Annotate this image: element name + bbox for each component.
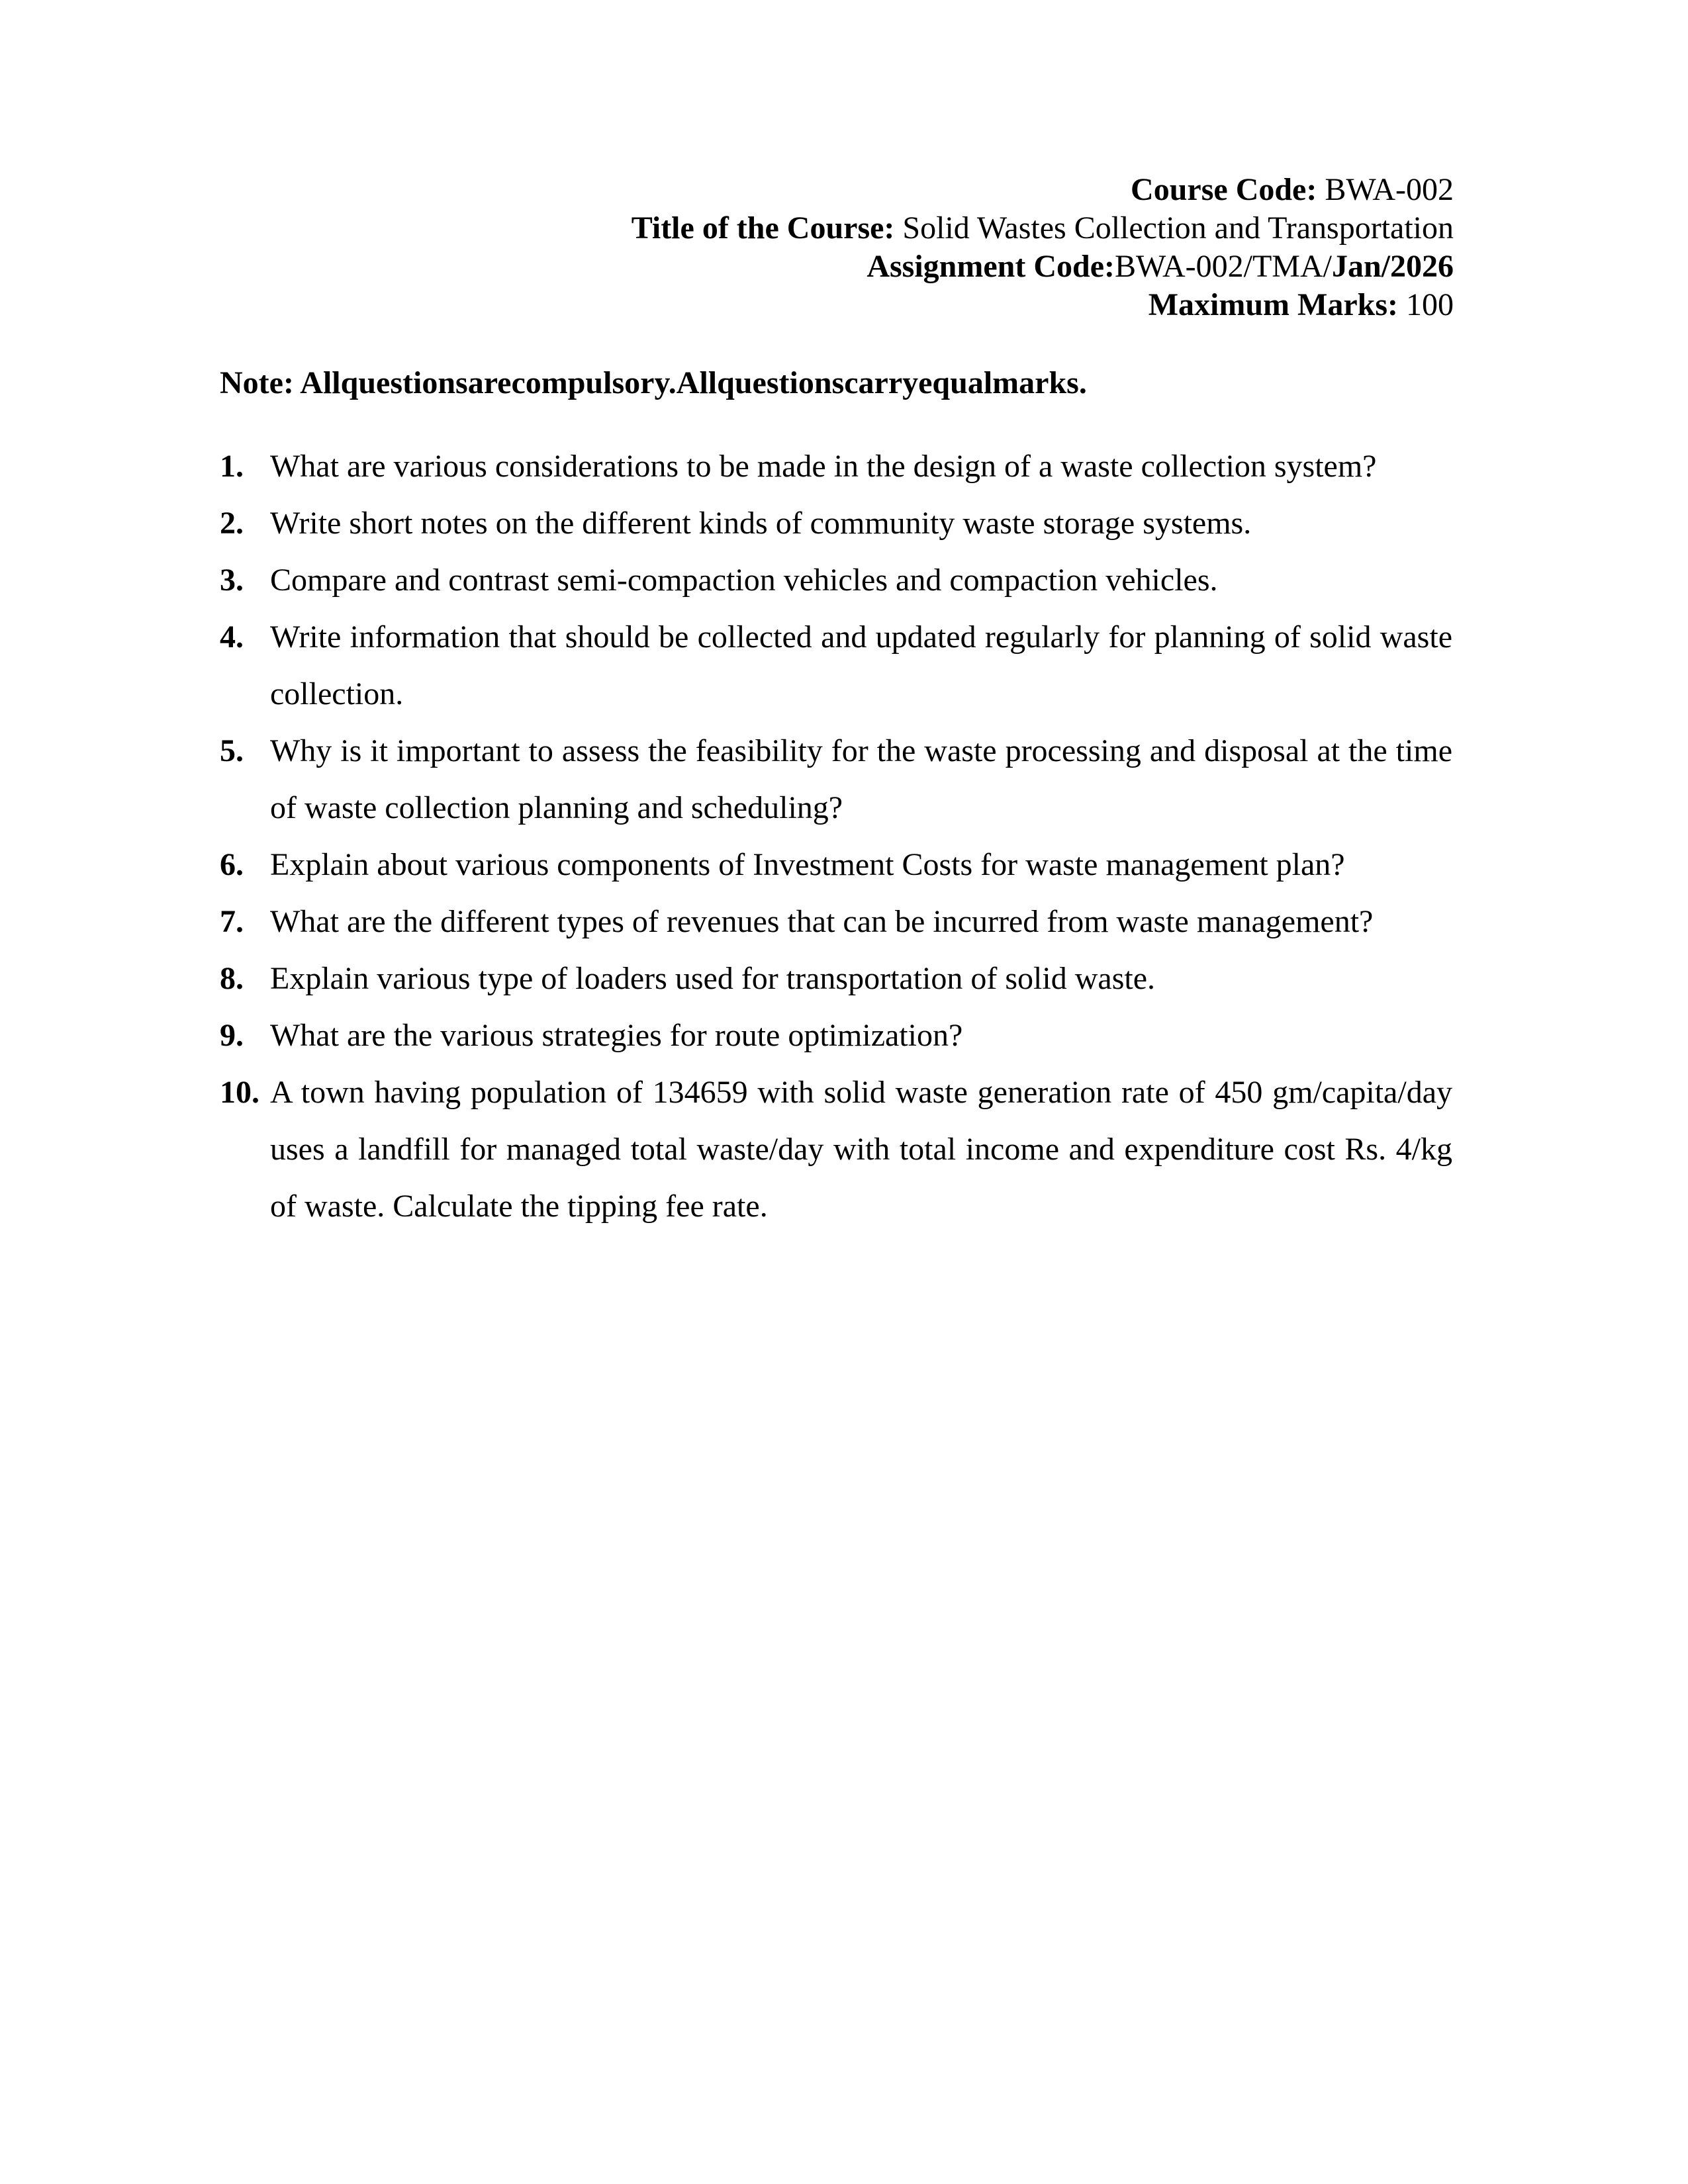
question-text: A town having population of 134659 with solid waste generation rate of 450 gm/capita/day uses a landfill for managed total waste/day with total income and expenditure cost Rs. 4/kg of waste. Calculate the tipping fee rate. [270,1075,1452,1224]
question-item [220,609,1452,723]
question-item [220,893,1452,950]
question-number: 10. [220,1075,259,1110]
question-number: 5. [220,733,244,768]
question-item [220,1007,1452,1064]
question-number: 6. [220,847,244,882]
question-text: Explain various type of loaders used for transportation of solid waste. [270,961,1156,996]
question-number: 1. [220,449,244,484]
max-marks-line [328,286,1454,324]
question-text: Write short notes on the different kinds of community waste storage systems. [270,506,1252,541]
question-number: 2. [220,506,244,541]
question-item [220,495,1452,552]
question-item [220,950,1452,1007]
question-number: 3. [220,563,244,598]
course-title-line [328,209,1454,248]
note-text: Allquestionsarecompulsory.Allquestionscarryequalmarks. [300,365,1087,400]
question-text: Why is it important to assess the feasibility for the waste processing and disposal at the time of waste collection planning and scheduling? [270,733,1452,825]
question-text: What are the different types of revenues that can be incurred from waste management? [270,904,1374,939]
question-text: Write information that should be collected and updated regularly for planning of solid waste collection. [270,619,1452,711]
assignment-code-line [328,248,1454,286]
course-title-label: Title of the Course: [631,210,895,246]
question-number: 9. [220,1018,244,1053]
assignment-code-label: Assignment Code: [867,249,1115,284]
max-marks-value: 100 [1406,287,1454,322]
course-code-label: Course Code: [1131,172,1317,207]
question-item [220,1064,1452,1235]
assignment-code-value: BWA-002/TMA/ [1114,249,1332,284]
max-marks-label: Maximum Marks: [1148,287,1398,322]
question-item [220,723,1452,837]
question-number: 4. [220,619,244,655]
question-item [220,438,1452,495]
question-text: Explain about various components of Investment Costs for waste management plan? [270,847,1345,882]
course-code-line [328,171,1454,209]
question-text: What are the various strategies for route optimization? [270,1018,963,1053]
assignment-session: Jan/2026 [1331,249,1454,284]
question-list [220,438,1452,1235]
question-text: What are various considerations to be made in the design of a waste collection system? [270,449,1377,484]
course-title-value: Solid Wastes Collection and Transportation [902,210,1454,246]
question-text: Compare and contrast semi-compaction vehicles and compaction vehicles. [270,563,1218,598]
instructions-note [220,364,1087,402]
note-label: Note: [220,365,294,400]
question-number: 8. [220,961,244,996]
question-item [220,837,1452,893]
question-item [220,552,1452,609]
course-code-value: BWA-002 [1325,172,1454,207]
assignment-header [328,171,1454,324]
question-number: 7. [220,904,244,939]
